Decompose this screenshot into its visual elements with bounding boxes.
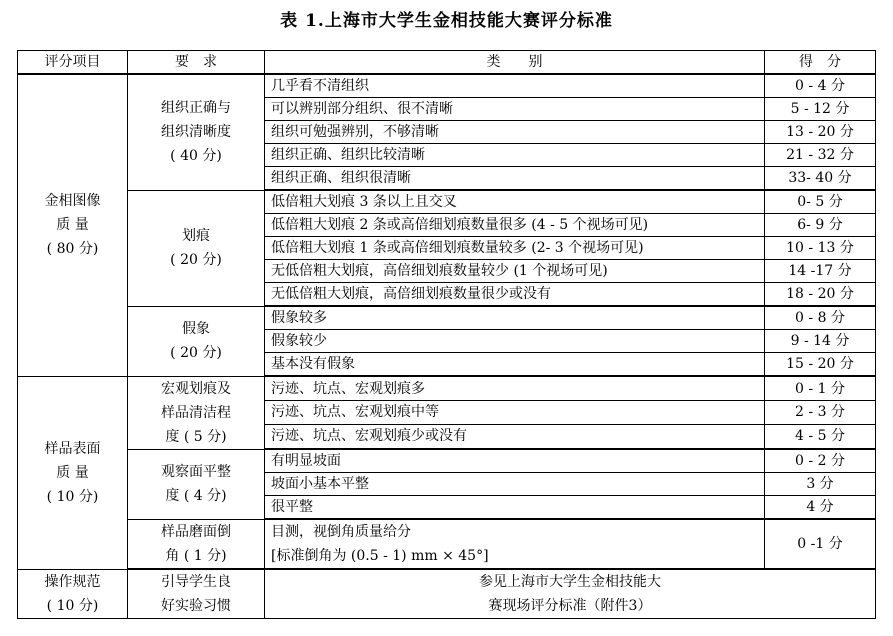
req-chamfer: 样品磨面倒 角 ( 1 分) xyxy=(128,519,265,569)
req-flatness: 观察面平整 度 ( 4 分) xyxy=(128,449,265,519)
score-cell: 14 -17 分 xyxy=(765,260,876,283)
score-cell: 0 - 1 分 xyxy=(765,376,876,401)
item-image-quality: 金相图像 质 量 ( 80 分) xyxy=(18,74,128,376)
score-cell: 33- 40 分 xyxy=(765,167,876,191)
category-cell: 组织正确、组织很清晰 xyxy=(265,167,765,191)
item-surface-quality: 样品表面 质 量 ( 10 分) xyxy=(18,376,128,569)
score-cell: 4 - 5 分 xyxy=(765,424,876,449)
score-cell: 0- 5 分 xyxy=(765,190,876,214)
category-cell: 无低倍粗大划痕，高倍细划痕数量很少或没有 xyxy=(265,283,765,307)
category-cell: 无低倍粗大划痕，高倍细划痕数量较少 (1 个视场可见) xyxy=(265,260,765,283)
category-cell: 很平整 xyxy=(265,496,765,520)
score-cell: 4 分 xyxy=(765,496,876,520)
category-cell: 组织可勉强辨别，不够清晰 xyxy=(265,121,765,144)
category-cell: 污迹、坑点、宏观划痕少或没有 xyxy=(265,424,765,449)
category-cell: 污迹、坑点、宏观划痕多 xyxy=(265,376,765,401)
category-cell: 低倍粗大划痕 3 条以上且交叉 xyxy=(265,190,765,214)
category-cell: 目测，视倒角质量给分 [标准倒角为 (0.5 - 1) mm × 45°] xyxy=(265,519,765,569)
req-scratches: 划痕 ( 20 分) xyxy=(128,190,265,306)
req-artifacts: 假象 ( 20 分) xyxy=(128,306,265,376)
score-cell: 10 - 13 分 xyxy=(765,237,876,260)
score-cell: 9 - 14 分 xyxy=(765,330,876,353)
score-cell: 18 - 20 分 xyxy=(765,283,876,307)
category-cell: 参见上海市大学生金相技能大 赛现场评分标准（附件3） xyxy=(265,569,876,619)
category-cell: 低倍粗大划痕 2 条或高倍细划痕数量很多 (4 - 5 个视场可见) xyxy=(265,214,765,237)
score-cell: 0 - 4 分 xyxy=(765,74,876,98)
header-requirement: 要 求 xyxy=(128,51,265,75)
category-cell: 坡面小基本平整 xyxy=(265,473,765,496)
table-title: 表 1.上海市大学生金相技能大赛评分标准 xyxy=(280,11,613,31)
header-item: 评分项目 xyxy=(18,51,128,75)
header-category: 类 别 xyxy=(265,51,765,75)
category-cell: 几乎看不清组织 xyxy=(265,74,765,98)
category-cell: 有明显坡面 xyxy=(265,449,765,473)
score-cell: 5 - 12 分 xyxy=(765,98,876,121)
score-cell: 13 - 20 分 xyxy=(765,121,876,144)
category-cell: 低倍粗大划痕 1 条或高倍细划痕数量较多 (2- 3 个视场可见) xyxy=(265,237,765,260)
category-cell: 假象较少 xyxy=(265,330,765,353)
score-cell: 15 - 20 分 xyxy=(765,353,876,377)
score-cell: 0 - 2 分 xyxy=(765,449,876,473)
req-structure-clarity: 组织正确与 组织清晰度 ( 40 分) xyxy=(128,74,265,190)
req-good-habits: 引导学生良 好实验习惯 xyxy=(128,569,265,619)
category-cell: 污迹、坑点、宏观划痕中等 xyxy=(265,401,765,425)
category-cell: 基本没有假象 xyxy=(265,353,765,377)
score-cell: 21 - 32 分 xyxy=(765,144,876,167)
score-cell: 6- 9 分 xyxy=(765,214,876,237)
header-score: 得 分 xyxy=(765,51,876,75)
category-cell: 组织正确、组织比较清晰 xyxy=(265,144,765,167)
score-cell: 3 分 xyxy=(765,473,876,496)
scoring-table xyxy=(17,50,876,619)
category-cell: 可以辨别部分组织、很不清晰 xyxy=(265,98,765,121)
score-cell: 2 - 3 分 xyxy=(765,401,876,425)
category-cell: 假象较多 xyxy=(265,306,765,330)
req-macro-scratch-cleanliness: 宏观划痕及 样品清洁程 度 ( 5 分) xyxy=(128,376,265,449)
item-operation: 操作规范 ( 10 分) xyxy=(18,569,128,619)
score-cell: 0 -1 分 xyxy=(765,519,876,569)
score-cell: 0 - 8 分 xyxy=(765,306,876,330)
